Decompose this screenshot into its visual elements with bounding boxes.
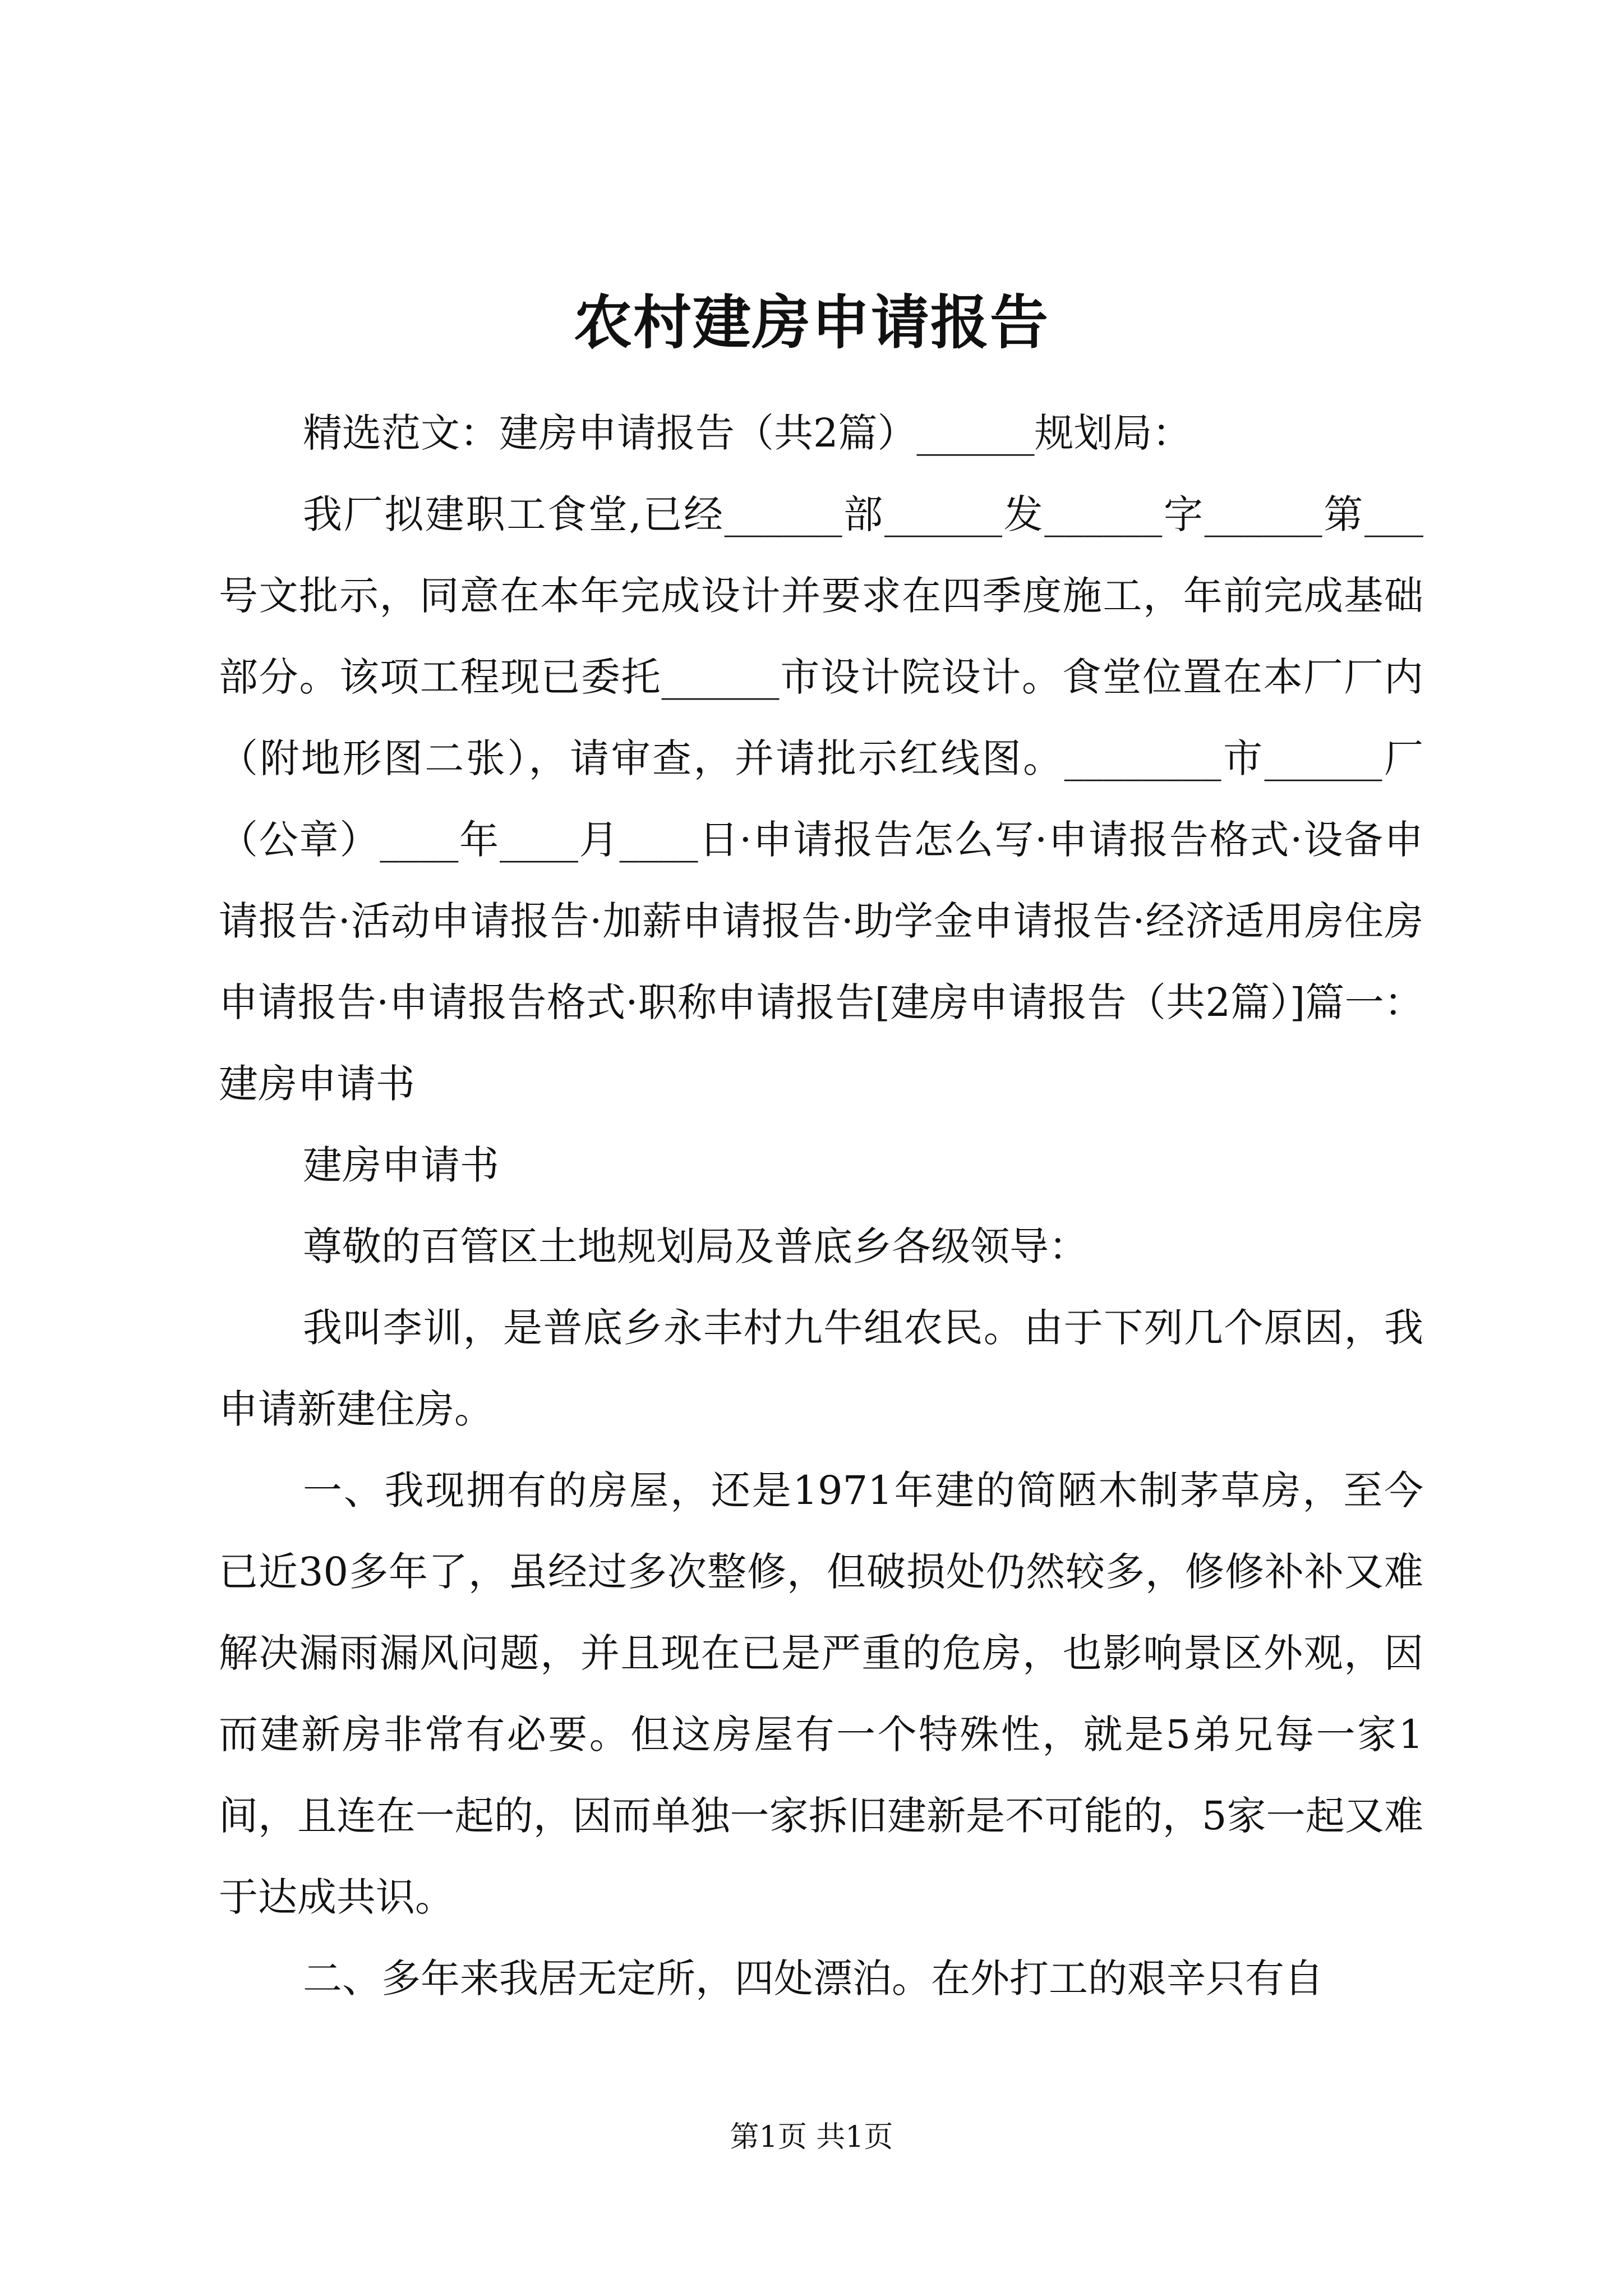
paragraph-intro: 精选范文：建房申请报告（共2篇）______规划局： (303, 410, 1192, 456)
paragraph-reason-two: 二、多年来我居无定所，四处漂泊。在外打工的艰辛只有自 (303, 1955, 1324, 2001)
paragraph-salutation: 尊敬的百管区土地规划局及普底乡各级领导： (303, 1223, 1088, 1269)
paragraph-canteen-request: 我厂拟建职工食堂,已经______部______发______字______第___号文批示，同意在本年完成设计并要求在四季度施工，年前完成基础部分。该项工程现已委托______市设计院设计。食堂位置在本厂厂内（附地形图二张），请审查，并请批示红线图。________市______厂（公章）____年____月____日·申请报告怎么写·申请报告格式·设备申请报告·活动申请报告·加薪申请报告·助学金申请报告·经济适用房住房申请报告·申请报告格式·职称申请报告[建房申请报告（共2篇）]篇一：建房申请书 (219, 491, 1423, 1107)
document-title: 农村建房申请报告 (573, 288, 1049, 357)
document-body (219, 393, 1423, 2019)
paragraph-subtitle: 建房申请书 (303, 1142, 499, 1188)
paragraph-reason-one: 一、我现拥有的房屋，还是1971年建的简陋木制茅草房，至今已近30多年了，虽经过多次整修，但破损处仍然较多，修修补补又难解决漏雨漏风问题，并且现在已是严重的危房，也影响景区外观，因而建新房非常有必要。但这房屋有一个特殊性，就是5弟兄每一家1间，且连在一起的，因而单独一家拆旧建新是不可能的，5家一起又难于达成共识。 (219, 1467, 1423, 1920)
page-footer: 第1页 共1页 (730, 2120, 893, 2154)
paragraph-self-introduction: 我叫李训，是普底乡永丰村九牛组农民。由于下列几个原因，我申请新建住房。 (219, 1305, 1423, 1432)
